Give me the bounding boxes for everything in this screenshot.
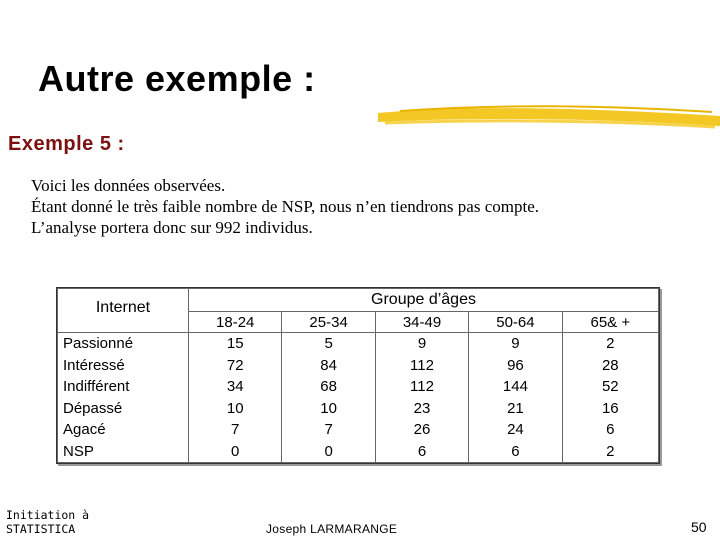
column-header: 25-34 xyxy=(282,312,375,333)
table-row xyxy=(58,397,659,418)
slide-subtitle: Exemple 5 : xyxy=(8,133,125,155)
table-cell: 34 xyxy=(189,376,282,397)
column-header: 34-49 xyxy=(375,312,468,333)
footer-line: STATISTICA xyxy=(6,522,76,536)
body-line: Étant donné le très faible nombre de NSP, nous n’en tiendrons pas compte. xyxy=(31,197,539,216)
table-cell: 96 xyxy=(469,355,562,376)
table-cell: 9 xyxy=(469,333,562,355)
row-label: Passionné xyxy=(58,333,189,355)
row-label: Intéressé xyxy=(58,355,189,376)
table-row xyxy=(58,333,659,355)
body-text xyxy=(31,175,539,238)
column-header: 65& + xyxy=(562,312,658,333)
table-row xyxy=(58,440,659,462)
data-table-image xyxy=(56,287,660,464)
group-header: Groupe d’âges xyxy=(189,289,659,312)
page-number: 50 xyxy=(691,519,707,535)
table-row xyxy=(58,355,659,376)
table-cell: 24 xyxy=(469,419,562,440)
table-cell: 2 xyxy=(562,333,658,355)
table-cell: 7 xyxy=(189,419,282,440)
row-label: NSP xyxy=(58,440,189,462)
table-row xyxy=(58,419,659,440)
table-cell: 112 xyxy=(375,376,468,397)
table-cell: 84 xyxy=(282,355,375,376)
table-cell: 6 xyxy=(562,419,658,440)
footer-course-label xyxy=(6,508,89,536)
body-line: Voici les données observées. xyxy=(31,176,226,195)
table-cell: 28 xyxy=(562,355,658,376)
footer-author: Joseph LARMARANGE xyxy=(266,522,398,536)
table-cell: 0 xyxy=(189,440,282,462)
table-cell: 15 xyxy=(189,333,282,355)
table-cell: 6 xyxy=(469,440,562,462)
table-cell: 72 xyxy=(189,355,282,376)
footer-line: Initiation à xyxy=(6,508,90,522)
table-cell: 10 xyxy=(189,397,282,418)
table-cell: 2 xyxy=(562,440,658,462)
table-cell: 10 xyxy=(282,397,375,418)
column-header: 18-24 xyxy=(189,312,282,333)
table-cell: 9 xyxy=(375,333,468,355)
column-header: 50-64 xyxy=(469,312,562,333)
table-cell: 16 xyxy=(562,397,658,418)
title-underline-brush xyxy=(0,0,720,140)
slide-title: Autre exemple : xyxy=(38,58,316,99)
table-cell: 7 xyxy=(282,419,375,440)
table-cell: 5 xyxy=(282,333,375,355)
row-label: Agacé xyxy=(58,419,189,440)
table-cell: 52 xyxy=(562,376,658,397)
table-cell: 6 xyxy=(375,440,468,462)
table-cell: 0 xyxy=(282,440,375,462)
table-cell: 23 xyxy=(375,397,468,418)
table-cell: 144 xyxy=(469,376,562,397)
table-cell: 21 xyxy=(469,397,562,418)
corner-header: Internet xyxy=(58,289,189,333)
data-table xyxy=(57,288,659,463)
body-line: L’analyse portera donc sur 992 individus. xyxy=(31,218,313,237)
table-row xyxy=(58,376,659,397)
table-cell: 68 xyxy=(282,376,375,397)
row-label: Indifférent xyxy=(58,376,189,397)
table-cell: 26 xyxy=(375,419,468,440)
row-label: Dépassé xyxy=(58,397,189,418)
table-cell: 112 xyxy=(375,355,468,376)
